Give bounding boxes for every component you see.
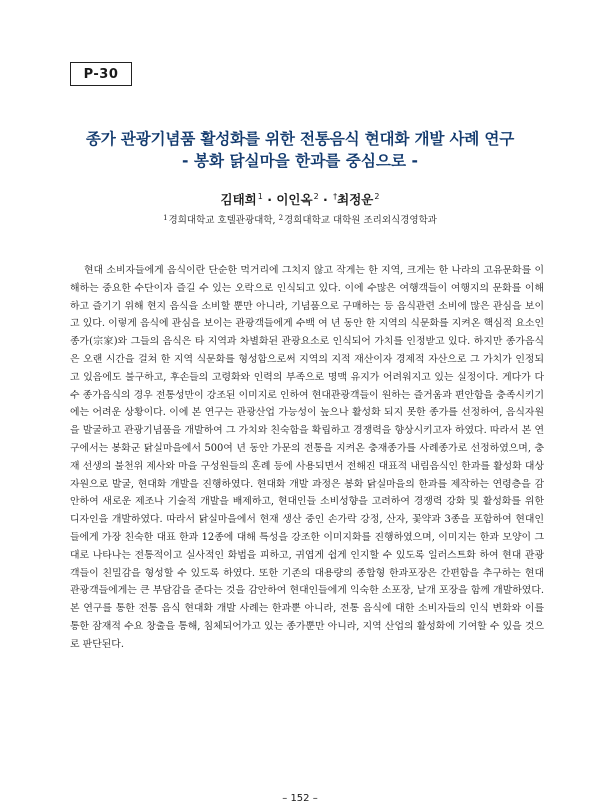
affiliations <box>40 212 560 226</box>
author-name: 김태희 <box>220 192 257 207</box>
affiliation-text: 경희대학교 호텔관광대학, <box>168 215 276 226</box>
title-subtitle: - 봉화 닭실마을 한과를 중심으로 - <box>182 152 418 170</box>
author-affil-mark: 2 <box>313 192 319 201</box>
affiliation-text: 경희대학교 대학원 조리외식경영학과 <box>284 215 437 226</box>
author-name: 최정운 <box>337 192 374 207</box>
abstract-paragraph: 현대 소비자들에게 음식이란 단순한 먹거리에 그치지 않고 작게는 한 지역, 크게는 한 나라의 고유문화를 이해하는 중요한 수단이자 즐길 수 있는 오락으로 인식되고 있다. 이에 수많은 여행객들이 여행지의 문화를 이해하고 즐기기 위해 현지 음식을 소비할 뿐만 아니라, 기념품으로 구매하는 등 음식관련 소비에 많은 관심을 보이고 있다. 이렇게 음식에 관심을 보이는 관광객들에게 수백 여 년 동안 한 지역의 식문화를 지켜온 핵심적 요소인 종가(宗家)와 그들의 음식은 타 지역과 차별화된 관광요소로 인식되어 가치를 인정받고 있다. 하지만 종가음식은 오랜 시간을 걸쳐 한 지역 식문화를 형성함으로써 지역의 지적 재산이자 경제적 자산으로 그 가치가 인정되고 있음에도 불구하고, 후손들의 고령화와 인력의 부족으로 명맥 유지가 어려워지고 있는 실정이다. 게다가 다수 종가음식의 경우 전통성만이 강조된 이미지로 인하여 현대관광객들이 원하는 즐거움과 편안함을 충족시키기에는 어려운 상황이다. 이에 본 연구는 관광산업 가능성이 높으나 활성화 되지 못한 종가를 선정하여, 음식자원을 발굴하고 관광기념품을 개발하여 그 가치와 친숙함을 확립하고 경쟁력을 향상시키고자 하였다. 따라서 본 연구에서는 봉화군 닭실마을에서 500여 년 동안 가문의 전통을 지켜온 충재종가를 사례종가로 선정하였으며, 충재 선생의 불천위 제사와 마을 구성원들의 혼례 등에 사용되면서 전해진 대표적 내림음식인 한과를 활성화 대상 자원으로 발굴, 현대화 개발을 진행하였다. 현대화 개발 과정은 봉화 닭실마을의 한과를 제작하는 연령층을 감안하여 새로운 제조나 기술적 개발을 배제하고, 현대인들 소비성향을 고려하여 경쟁력 강화 및 활성화를 위한 디자인을 개발하였다. 따라서 닭실마을에서 현재 생산 중인 손가락 강정, 산자, 꽃약과 3종을 포함하여 현대인들에게 가장 친숙한 대표 한과 12종에 대해 특성을 강조한 이미지화를 진행하였으며, 이미지는 한과 모양이 그대로 나타나는 전통적이고 실사적인 화법을 피하고, 귀엽게 쉽게 인지할 수 있도록 일러스트화 하여 현대 관광객들이 친밀감을 형성할 수 있도록 하였다. 또한 기존의 대용량의 종합형 한과포장은 간편함을 추구하는 현대 관광객들에게는 큰 부담감을 준다는 것을 감안하여 현대인들에게 익숙한 소포장, 낱개 포장을 함께 개발하였다. 본 연구를 통한 전통 음식 현대화 개발 사례는 한과뿐 아니라, 전통 음식에 대한 소비자들의 인식 변화와 이를 통한 잠재적 수요 창출을 통해, 침체되어가고 있는 종가뿐만 아니라, 지역 산업의 활성화에 기여할 수 있을 것으로 판단된다. <box>70 265 544 650</box>
author-list <box>40 190 560 208</box>
poster-id-box <box>70 62 132 86</box>
abstract-body <box>70 262 544 654</box>
author-name: 이인옥 <box>276 192 313 207</box>
title-main: 종가 관광기념품 활성화를 위한 전통음식 현대화 개발 사례 연구 <box>85 130 515 148</box>
poster-id: P-30 <box>83 66 119 82</box>
author-affil-mark: 2 <box>374 192 380 201</box>
corresponding-author-mark: † <box>333 192 338 201</box>
page-number: – 152 – <box>282 793 318 804</box>
affiliation-mark: 2 <box>278 214 284 222</box>
author-affil-mark: 1 <box>257 192 263 201</box>
author-separator: · <box>267 192 272 207</box>
author-separator: · <box>323 192 328 207</box>
affiliation-mark: 1 <box>163 214 168 222</box>
paper-title <box>40 128 560 172</box>
